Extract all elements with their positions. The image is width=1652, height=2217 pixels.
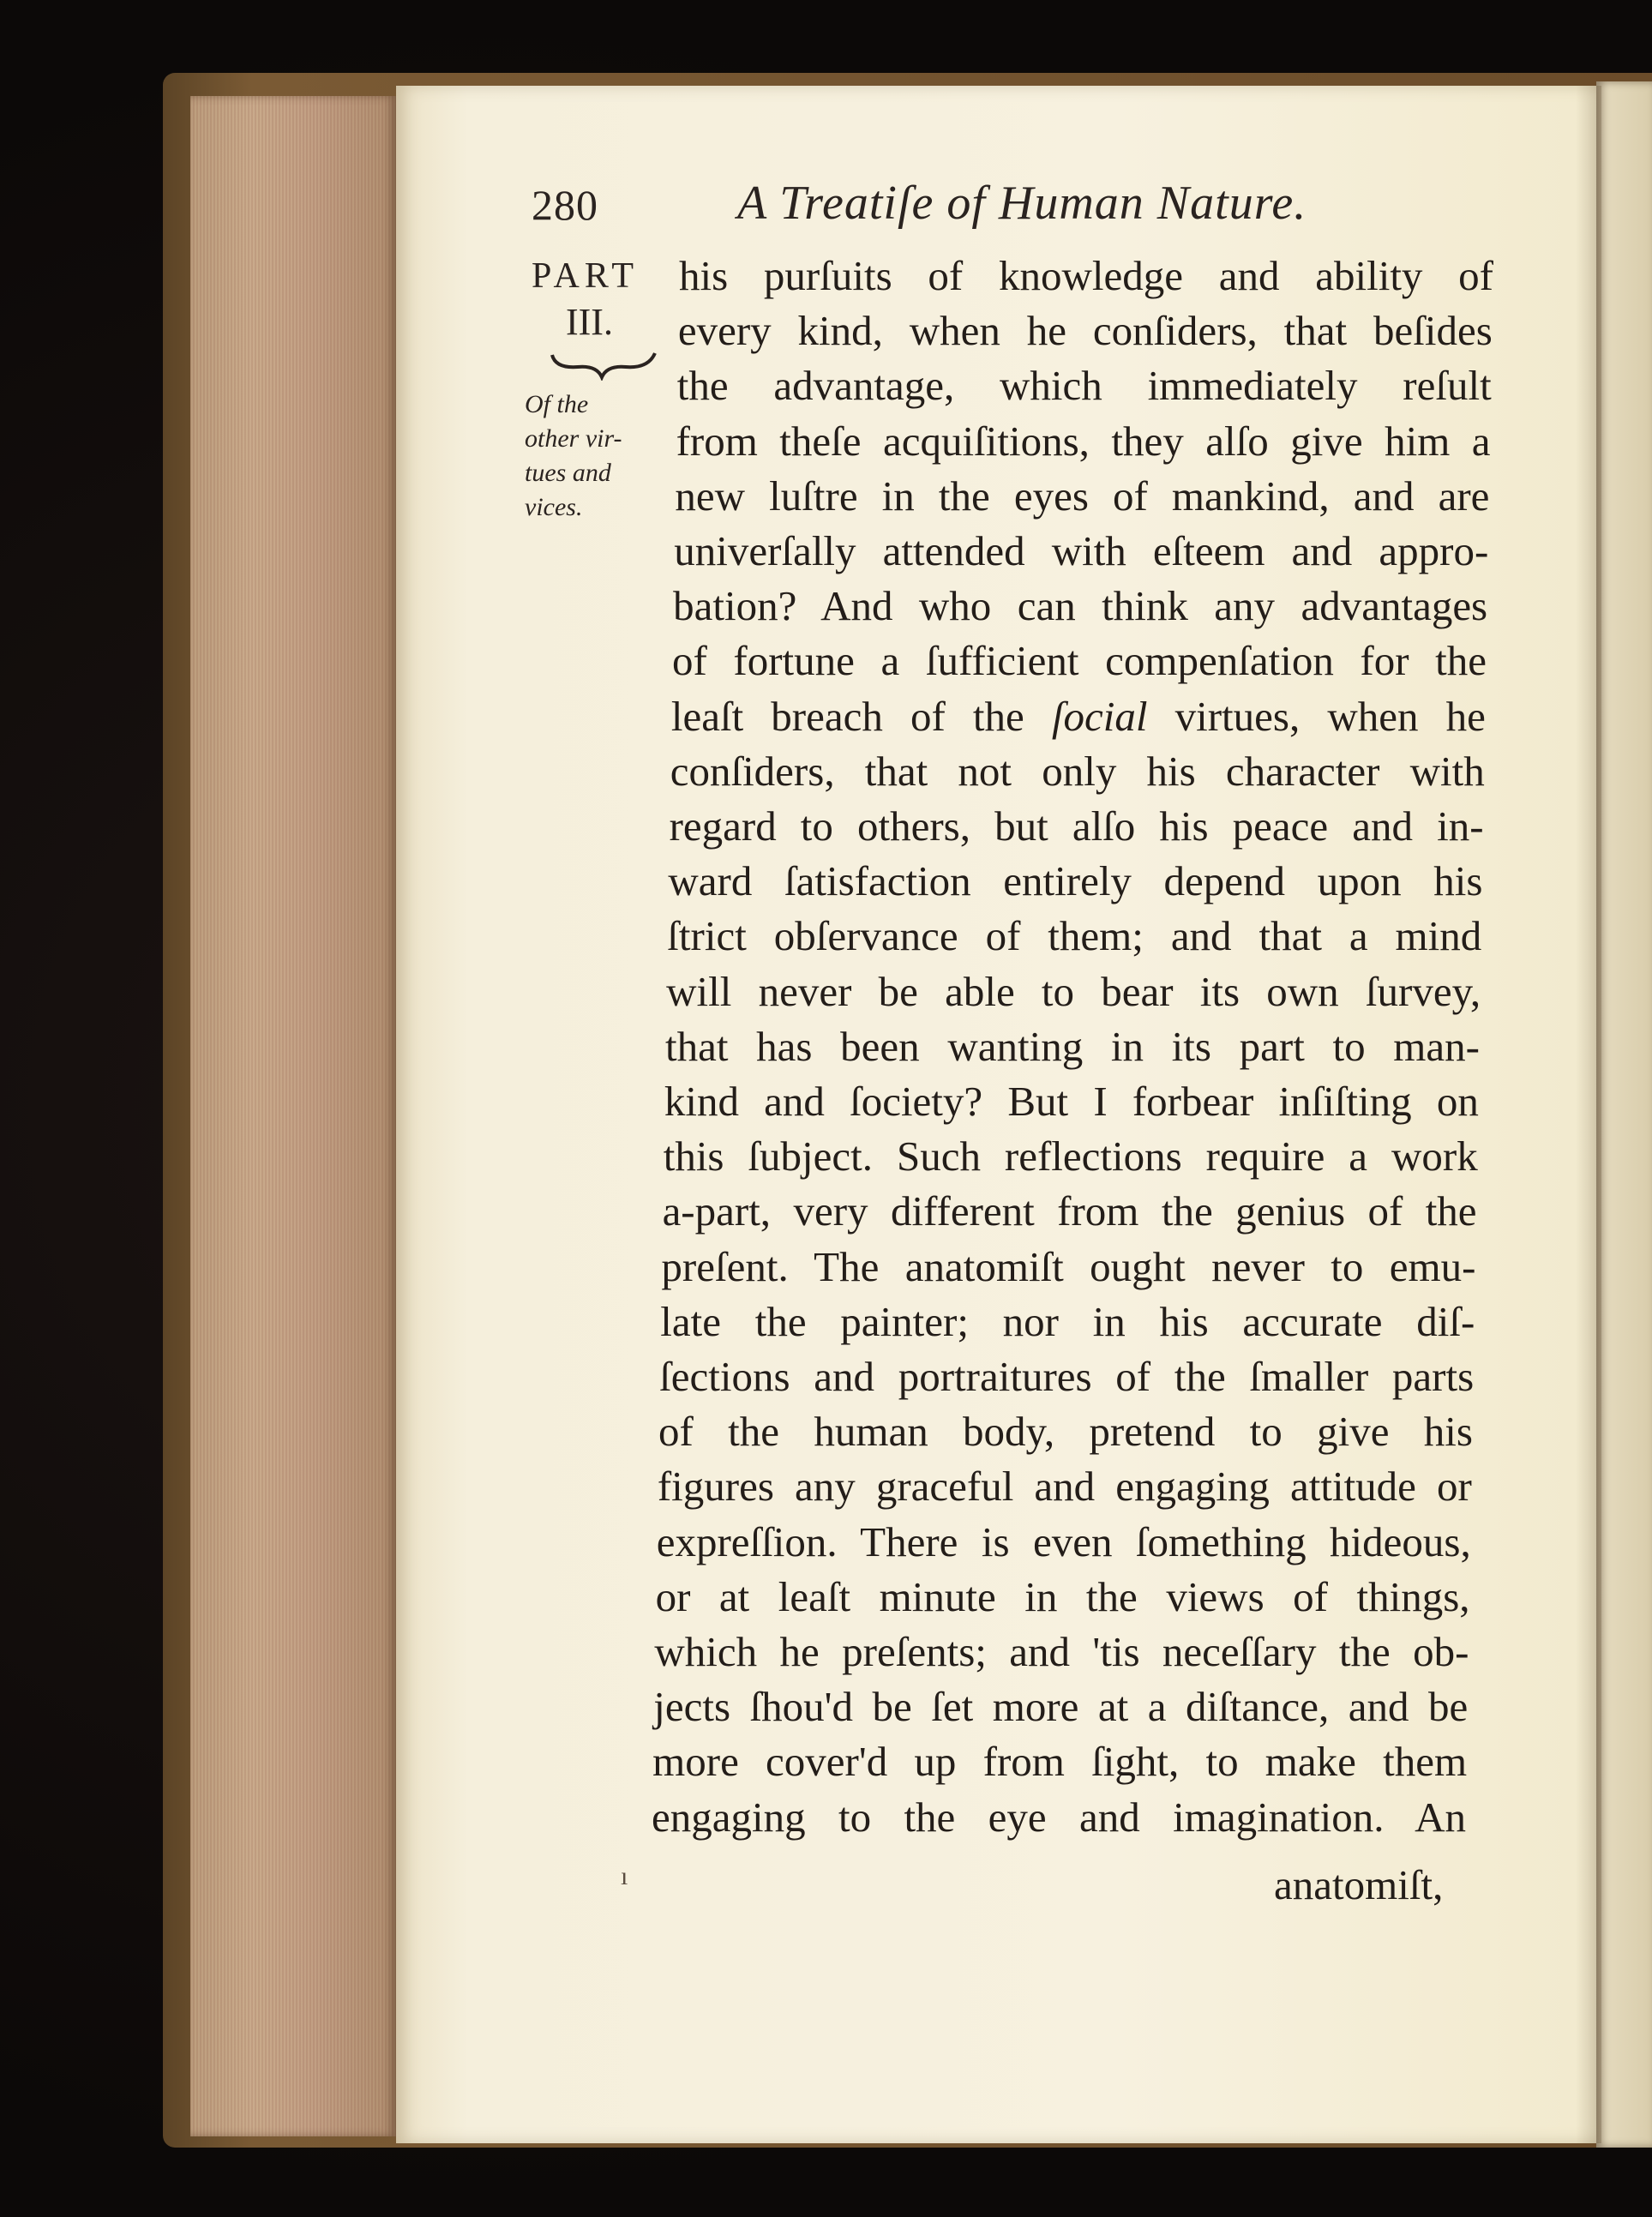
text-line: or at leaſt minute in the views of things, [655, 1572, 1470, 1620]
text-line: that has been wanting in its part to man- [665, 1022, 1480, 1070]
page-edges [190, 96, 396, 2136]
side-note [525, 388, 653, 525]
text-line: regard to others, but alſo his peace and in- [669, 802, 1484, 850]
catchword: anatomiſt, [1274, 1861, 1444, 1908]
running-title: A Treatiſe of Human Nature. [737, 177, 1307, 230]
text-line: of the human body, pretend to give his [658, 1408, 1473, 1456]
brace-icon [549, 350, 660, 381]
text-line: engaging to the eye and imagination. An [652, 1793, 1466, 1841]
side-note-line: vices. [525, 493, 583, 521]
text-line: the advantage, which immediately reſult [676, 362, 1492, 410]
text-line: univerſally attended with eſteem and appro- [674, 527, 1489, 574]
text-line: more cover'd up from ſight, to make them [652, 1738, 1468, 1786]
text-line: figures any graceful and engaging attitude or [657, 1463, 1472, 1511]
text-segment: virtues, when he [1147, 692, 1486, 740]
text-line: from theſe acquiſitions, they alſo give him a [676, 417, 1491, 465]
text-line: expreſſion. There is even ſomething hideous, [656, 1517, 1471, 1565]
gutter-shadow [1576, 86, 1601, 2143]
text-line: conſiders, that not only his character with [670, 747, 1485, 795]
facing-page-edge [1596, 81, 1652, 2148]
side-note-line: tues and [525, 459, 611, 487]
part-number: III. [566, 301, 613, 343]
page-number: 280 [532, 181, 598, 229]
italic-word: ſocial [1051, 692, 1148, 740]
text-line: every kind, when he conſiders, that beſides [677, 307, 1493, 355]
text-line: jects ſhou'd be ſet more at a diſtance, and be [653, 1683, 1469, 1731]
text-line: preſent. The anatomiſt ought never to emu- [661, 1242, 1476, 1290]
text-line: late the painter; nor in his accurate diſ- [660, 1297, 1475, 1345]
stray-ink-mark: ı [621, 1862, 628, 1890]
text-line: a-part, very different from the genius of the [662, 1187, 1477, 1235]
text-line: this ſubject. Such reflections require a work [663, 1133, 1478, 1181]
text-line: ward ſatisfaction entirely depend upon his [668, 857, 1483, 905]
text-line: ſections and portraitures of the ſmaller parts [659, 1353, 1475, 1400]
text-line: will never be able to bear its own ſurvey, [666, 967, 1481, 1015]
text-line: new luſtre in the eyes of mankind, and are [675, 472, 1490, 520]
text-line: kind and ſociety? But I forbear inſiſting on [664, 1078, 1479, 1125]
side-note-line: other vir- [525, 424, 622, 453]
text-line: ſtrict obſervance of them; and that a mind [667, 912, 1482, 960]
text-line: which he preſents; and 'tis neceſſary the ob- [654, 1628, 1469, 1675]
side-note-line: Of the [525, 390, 589, 418]
text-segment: leaſt breach of the [670, 692, 1052, 740]
text-line: of fortune a ſufficient compenſation for the [672, 637, 1487, 685]
part-label: PART [532, 256, 639, 296]
text-line: his purſuits of knowledge and ability of [679, 252, 1493, 299]
text-line: bation? And who can think any advantages [673, 582, 1488, 630]
